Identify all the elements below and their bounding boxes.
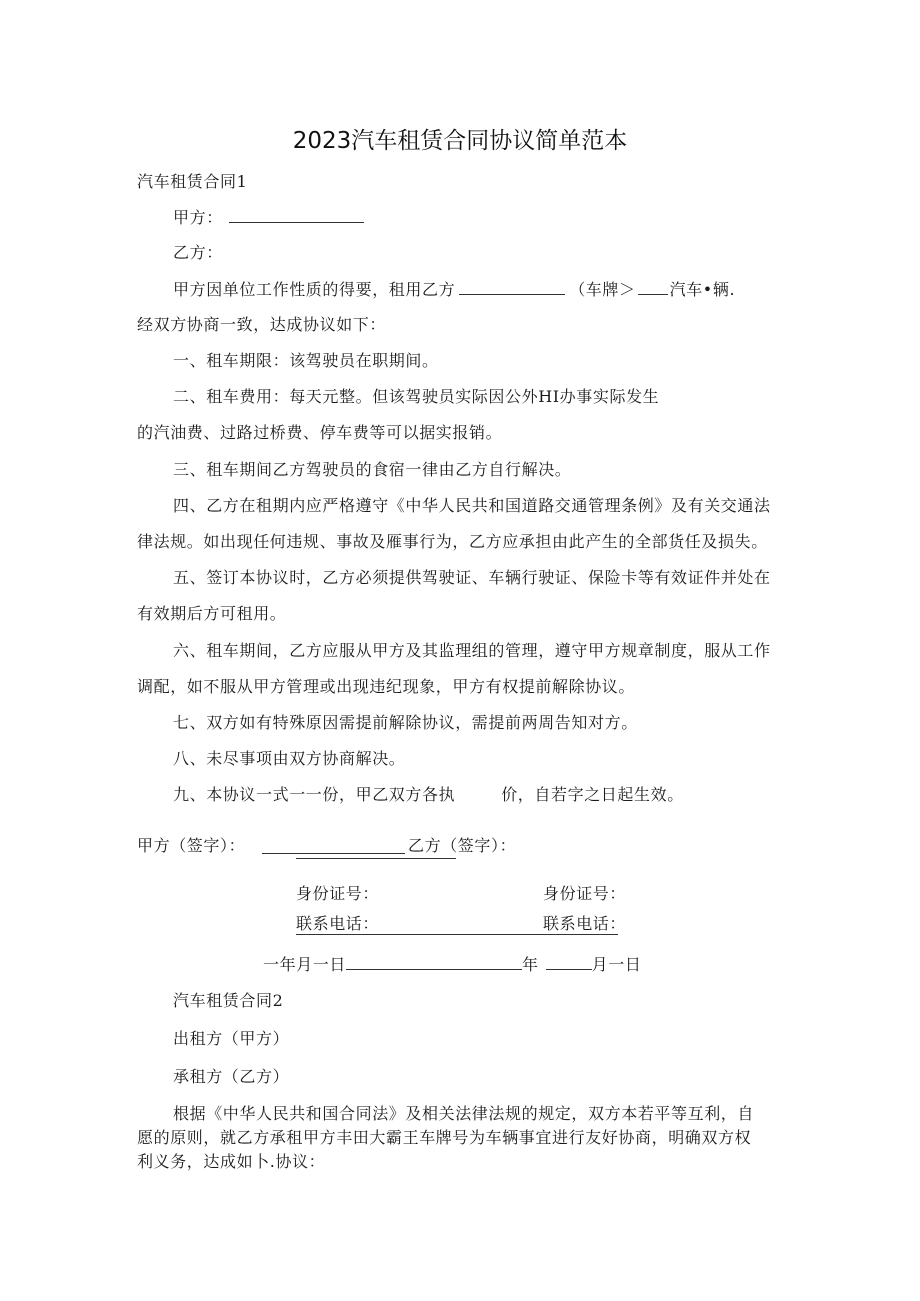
phone-a-label: 联系电话： [296,914,380,933]
signature-a-blank [262,853,405,854]
clause-5-line-2: 有效期后方可租用。 [137,604,287,623]
date-blank-2 [546,954,592,970]
p1-blank-vehicle [459,279,565,295]
clause-3: 三、租车期间乙方驾驶员的食宿一律由乙方自行解决。 [173,460,572,479]
date-line [263,954,641,975]
clause-9-text-a: 九、本协议一式一一份，甲乙双方各执 [173,785,456,804]
clause-5-line-1: 五、签订本协议时，乙方必须提供驾驶证、车辆行驶证、保险卡等有效证件并处在 [173,568,771,587]
clause-7: 七、双方如有特殊原因需提前解除协议，需提前两周告知对方。 [173,713,638,732]
id-number-b-label: 身份证号： [543,884,627,903]
date-text-a: 一年月一日 [263,955,347,974]
phone-underline [296,934,618,935]
p1-blank-plate [638,279,668,295]
clause-4-line-2: 律法规。如出现任何违规、事故及雁事行为，乙方应承担由此产生的全部货任及损失。 [137,532,768,551]
contract-2-heading: 汽车租赁合同2 [173,991,284,1010]
clause-2-line-2: 的汽油费、过路过桥费、停车费等可以据实报销。 [137,423,503,442]
p1-text-a: 甲方因单位工作性质的得要，租用乙方 [173,280,456,299]
signature-a-label: 甲方（签字）： [137,836,246,855]
id-number-a-label: 身份证号： [296,884,380,903]
p1-text-c: 汽车•辆. [669,280,736,299]
clause-6-line-1: 六、租车期间，乙方应服从甲方及其监理组的管理，遵守甲方规章制度，服从工作 [173,641,771,660]
party-b-label: 乙方： [173,243,223,262]
signature-b-label: 乙方（签字）： [408,836,517,855]
clause-2-line-1: 二、租车费用：每天元整。但该驾驶员实际因公外HI办事实际发生 [173,387,660,406]
clause-6-line-2: 调配，如不服从甲方管理或出现违纪现象，甲方有权提前解除协议。 [137,677,636,696]
signature-underline [296,858,456,859]
date-blank-1 [346,954,522,970]
p1-text-b: （车牌＞ [569,280,636,299]
clause-8: 八、未尽事项由双方协商解决。 [173,749,406,768]
paragraph-1-line-1 [173,279,735,300]
lessee-label: 承租方（乙方） [173,1067,290,1086]
clause-4-line-1: 四、乙方在租期内应严格遵守《中华人民共和国道路交通管理条例》及有关交通法 [173,496,771,515]
party-a-blank [229,207,364,223]
contract-2-paragraph-line-2: 愿的原则，就乙方承租甲方丰田大霸王车牌号为车辆事宜进行友好协商，明确双方权 [137,1128,752,1147]
clause-9-text-b: 价，自若字之日起生效。 [501,785,684,804]
date-text-c: 月一日 [591,955,642,974]
contract-2-paragraph-line-1: 根据《中华人民共和国合同法》及相关法律法规的规定，双方本若平等互利，自 [173,1104,755,1123]
party-a-line [173,207,364,228]
document-title: 2023汽车租赁合同协议简单范本 [292,128,628,154]
clause-1: 一、租车期限：该驾驶员在职期间。 [173,351,439,370]
contract-1-heading: 汽车租赁合同1 [137,172,248,191]
paragraph-1-line-2: 经双方协商一致，达成协议如下： [137,315,387,334]
lessor-label: 出租方（甲方） [173,1029,290,1048]
date-text-b: 年 [522,955,539,974]
clause-9 [173,785,684,805]
party-a-label: 甲方： [173,208,223,227]
phone-b-label: 联系电话： [543,914,627,933]
contract-2-paragraph-line-3: 利义务，达成如卜.协议： [137,1152,326,1171]
